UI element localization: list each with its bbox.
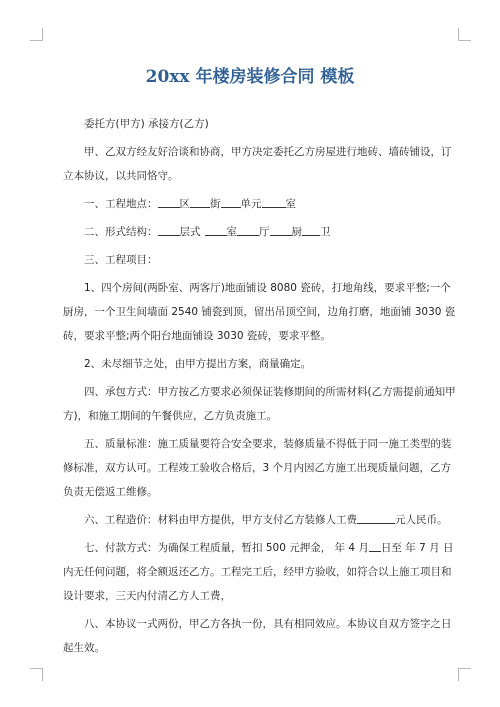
contract-line: 四、承包方式：甲方按乙方要求必须保证装修期间的所需材料(乙方需提前通知甲 (84, 386, 456, 398)
copies-line: 八、本协议一式两份，甲乙方各执一份，具有相同效应。本协议自双方签字之日 (84, 618, 452, 630)
cost-unit: 元人民币。 (395, 514, 448, 526)
structure-unit: 厨 (291, 226, 302, 238)
copies-paragraph (63, 612, 452, 660)
items-heading: 三、工程项目： (84, 254, 158, 266)
item-2-paragraph: 2、未尽细节之处，由甲方提出方案，商量确定。 (84, 358, 312, 370)
location-unit: 区 (179, 198, 190, 210)
cost-text: 六、工程造价：材料由甲方提供，甲方支付乙方装修人工费 (84, 514, 357, 526)
structure-unit: 层式 (179, 226, 201, 238)
intro-line: 甲、乙双方经友好洽谈和协商，甲方决定委托乙方房屋进行地砖、墙砖铺设，订 (84, 146, 452, 158)
item-1-line: 砖，要求平整;两个阳台地面铺设 3030 瓷砖，要求平整。 (63, 330, 331, 342)
parties-line: 委托方(甲方) 承接方(乙方) (84, 118, 209, 130)
crop-mark-top-right (458, 28, 471, 41)
structure-unit: 厅 (259, 226, 270, 238)
structure-unit: 室 (226, 226, 237, 238)
quality-line: 五、质量标准：施工质量要符合安全要求，装修质量不得低于同一施工类型的装 (84, 438, 452, 450)
payment-text: 七、付款方式：为确保工程质量，暂扣 500 元押金， 年 4 月 (84, 542, 369, 554)
location-label: 一、工程地点： (84, 198, 158, 210)
payment-line: 内无任何问题，将全额返还乙方。工程完工后，经甲方验收，如符合以上施工项目和 (63, 566, 452, 578)
structure-unit: 卫 (320, 226, 331, 238)
structure-label: 二、形式结构： (84, 226, 158, 238)
payment-line: 设计要求，三天内付清乙方人工费， (63, 590, 231, 602)
quality-line: 负责无偿返工维修。 (63, 486, 158, 498)
quality-line: 修标准，双方认可。工程竣工验收合格后，3 个月内因乙方施工出现质量问题，乙方 (63, 462, 452, 474)
document-title: 20xx 年楼房装修合同 模板 (145, 67, 355, 87)
contract-line: 方)，和施工期间的午餐供应，乙方负责施工。 (63, 410, 278, 422)
copies-line: 起生效。 (63, 642, 105, 654)
item-1-paragraph (63, 276, 456, 348)
location-unit: 室 (285, 198, 296, 210)
cost-paragraph (63, 508, 448, 532)
location-unit: 街 (210, 198, 221, 210)
project-location (63, 192, 439, 216)
crop-mark-top-left (30, 28, 43, 41)
crop-mark-bottom-left (30, 668, 43, 681)
item-1-line: 1、四个房间(两卧室、两客厅)地面铺设 8080 瓷砖，打地角线，要求平整;一个 (84, 282, 451, 294)
contract-body (63, 112, 456, 660)
payment-paragraph (63, 536, 454, 608)
location-unit: 单元 (240, 198, 262, 210)
contract-method-paragraph (63, 380, 456, 428)
intro-paragraph (63, 140, 452, 188)
item-1-line: 厨房，一个卫生间墙面 2540 铺瓷到顶，留出吊顶空间，边角打磨，地面铺 3030 瓷 (63, 306, 456, 318)
crop-mark-bottom-right (458, 668, 471, 681)
payment-text: 日至 年 7 月 日 (380, 542, 454, 554)
intro-line: 立本协议，以共同恪守。 (63, 170, 179, 182)
payment-line (63, 536, 454, 560)
quality-paragraph (63, 432, 452, 504)
structure-form (63, 220, 439, 244)
